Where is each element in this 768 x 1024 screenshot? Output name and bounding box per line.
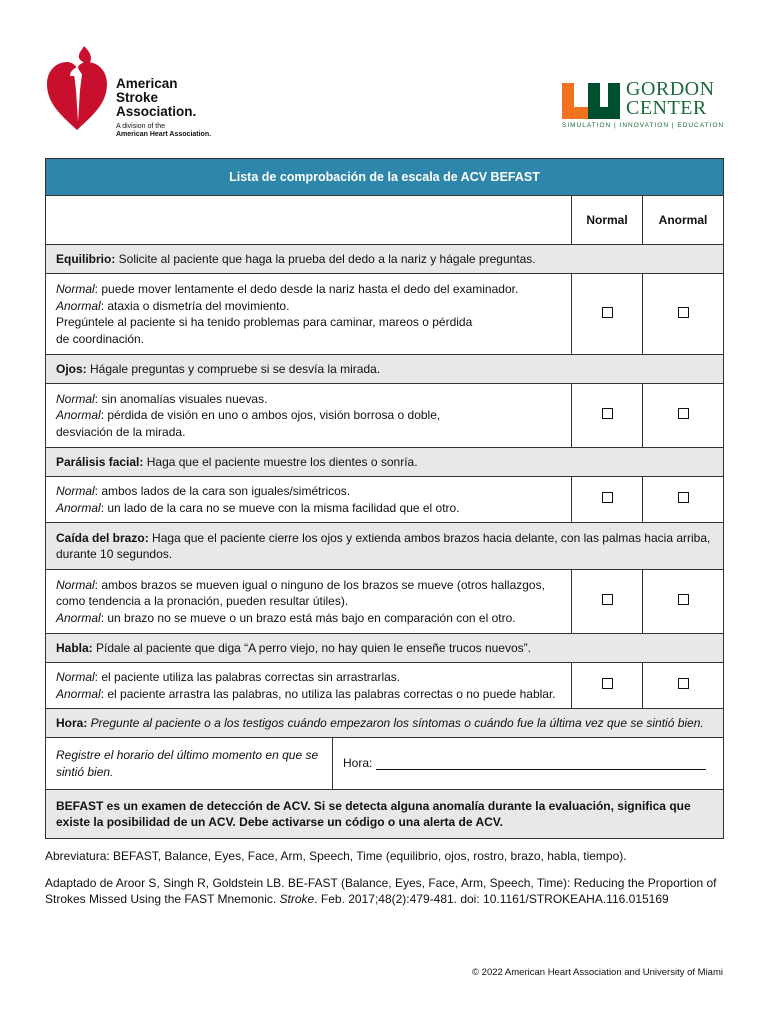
extra-text: de coordinación. (56, 331, 145, 346)
checkbox-facial-anormal[interactable] (678, 492, 689, 503)
section-label: Hora: (56, 715, 88, 730)
checkbox-brazo-anormal[interactable] (678, 594, 689, 605)
section-heading-hora (46, 709, 724, 738)
criteria-caida-del-brazo (46, 570, 572, 634)
normal-label: Normal (56, 484, 95, 498)
section-heading-caida-del-brazo (46, 523, 724, 570)
criteria-ojos (46, 384, 572, 448)
section-instruction: Hágale preguntas y compruebe si se desvía la mirada. (86, 361, 381, 376)
extra-text: Pregúntele al paciente si ha tenido problemas para caminar, mareos o pérdida (56, 315, 473, 329)
asa-name-line3: Association. (116, 104, 197, 119)
checkbox-ojos-normal[interactable] (602, 408, 613, 419)
copyright: © 2022 American Heart Association and University of Miami (472, 967, 723, 978)
anormal-text: : pérdida de visión en uno o ambos ojos, visión borrosa o doble, (100, 408, 441, 423)
anormal-text: : el paciente arrastra las palabras, no utiliza las palabras correctas o no puede hablar. (100, 686, 556, 701)
journal-name: Stroke (279, 892, 315, 906)
asa-name-line2: Stroke (116, 90, 159, 105)
section-instruction: Haga que el paciente muestre los dientes o sonría. (143, 454, 418, 469)
column-header-anormal: Anormal (643, 196, 724, 245)
anormal-text: : un brazo no se mueve o un brazo está más bajo en comparación con el otro. (100, 610, 516, 625)
gordon-center-tagline: SIMULATION | INNOVATION | EDUCATION (562, 122, 725, 129)
section-heading-habla (46, 634, 724, 663)
gordon-text: GORDON (626, 78, 715, 100)
anormal-text: : un lado de la cara no se mueve con la misma facilidad que el otro. (100, 500, 460, 515)
befast-checklist-table (45, 158, 724, 839)
center-text: CENTER (626, 97, 707, 119)
checkbox-brazo-normal[interactable] (602, 594, 613, 605)
normal-label: Normal (56, 577, 95, 592)
section-instruction: Solicite al paciente que haga la prueba del dedo a la nariz y hágale preguntas. (115, 251, 536, 266)
criteria-paralisis-facial (46, 477, 572, 523)
section-instruction: Pídale al paciente que diga “A perro viejo, no hay quien le enseñe trucos nuevos”. (92, 640, 531, 655)
section-heading-equilibrio (46, 245, 724, 274)
checkbox-ojos-anormal[interactable] (678, 408, 689, 419)
table-title: Lista de comprobación de la escala de ACV BEFAST (46, 159, 724, 196)
section-label: Ojos: (56, 361, 87, 376)
hora-label: Hora: (343, 756, 373, 771)
anormal-label: Anormal (56, 686, 101, 701)
header-blank (46, 196, 572, 245)
normal-text: : el paciente utiliza las palabras correctas sin arrastrarlas. (94, 670, 401, 684)
section-label: Parálisis facial: (56, 454, 144, 469)
section-label: Caída del brazo: (56, 530, 149, 545)
criteria-habla (46, 663, 572, 709)
asa-division-line2: American Heart Association. (116, 131, 212, 138)
anormal-label: Anormal (56, 500, 101, 515)
anormal-text: : ataxia o dismetría del movimiento. (100, 298, 290, 313)
section-heading-ojos (46, 355, 724, 384)
normal-text: : puede mover lentamente el dedo desde la nariz hasta el dedo del examinador. (94, 282, 519, 296)
anormal-label: Anormal (56, 298, 101, 313)
normal-label: Normal (56, 391, 95, 406)
gordon-center-logo (562, 80, 727, 135)
checkbox-equilibrio-anormal[interactable] (678, 307, 689, 318)
heart-torch-icon (44, 44, 110, 132)
reference-citation (45, 875, 735, 907)
abbreviation-note: Abreviatura: BEFAST, Balance, Eyes, Face, Arm, Speech, Time (equilibrio, ojos, rostro, brazo, habla, tiempo). (45, 849, 627, 863)
column-header-normal: Normal (572, 196, 643, 245)
normal-text: : sin anomalías visuales nuevas. (94, 391, 268, 406)
asa-division-line1: A division of the (116, 123, 166, 130)
anormal-label: Anormal (56, 610, 101, 625)
american-stroke-association-logo (44, 44, 244, 139)
extra-text: desviación de la mirada. (56, 424, 186, 439)
section-instruction: Pregunte al paciente o a los testigos cuándo empezaron los síntomas o cuándo fue la última vez que se sintió bien. (87, 715, 704, 730)
asa-name-line1: American (116, 76, 178, 91)
final-note: BEFAST es un examen de detección de ACV. Si se detecta alguna anomalía durante la evaluación, significa que existe la posibilidad de un ACV. Debe activarse un código o una alerta de ACV. (46, 790, 724, 839)
section-instruction: Haga que el paciente cierre los ojos y extienda ambos brazos hacia delante, con las palmas hacia arriba, durante 10 segundos. (56, 530, 711, 561)
normal-text: : ambos lados de la cara son iguales/simétricos. (94, 484, 351, 498)
section-label: Habla: (56, 640, 93, 655)
section-heading-paralisis-facial (46, 448, 724, 477)
checkbox-habla-normal[interactable] (602, 678, 613, 689)
registro-note: Registre el horario del último momento en que se sintió bien. (46, 738, 333, 789)
hora-input-line[interactable] (376, 757, 706, 770)
university-u-icon (562, 83, 620, 119)
checkbox-habla-anormal[interactable] (678, 678, 689, 689)
normal-label: Normal (56, 670, 95, 684)
normal-text: : ambos brazos se mueven igual o ninguno de los brazos se mueve (otros hallazgos, como tendencia a la pronación, pueden resultar útiles). (56, 577, 545, 609)
anormal-label: Anormal (56, 408, 101, 423)
section-label: Equilibrio: (56, 251, 116, 266)
criteria-equilibrio (46, 274, 572, 355)
reference-text: Adaptado de Aroor S, Singh R, Goldstein LB. BE-FAST (Balance, Eyes, Face, Arm, Speech, Time): Reducing the Proportion of Strokes Missed Using the FAST Mnemonic. (45, 876, 717, 906)
normal-label: Normal (56, 282, 95, 296)
reference-text-end: . Feb. 2017;48(2):479-481. doi: 10.1161/STROKEAHA.116.015169 (314, 892, 669, 906)
hora-field[interactable] (333, 738, 723, 789)
checkbox-facial-normal[interactable] (602, 492, 613, 503)
checkbox-equilibrio-normal[interactable] (602, 307, 613, 318)
